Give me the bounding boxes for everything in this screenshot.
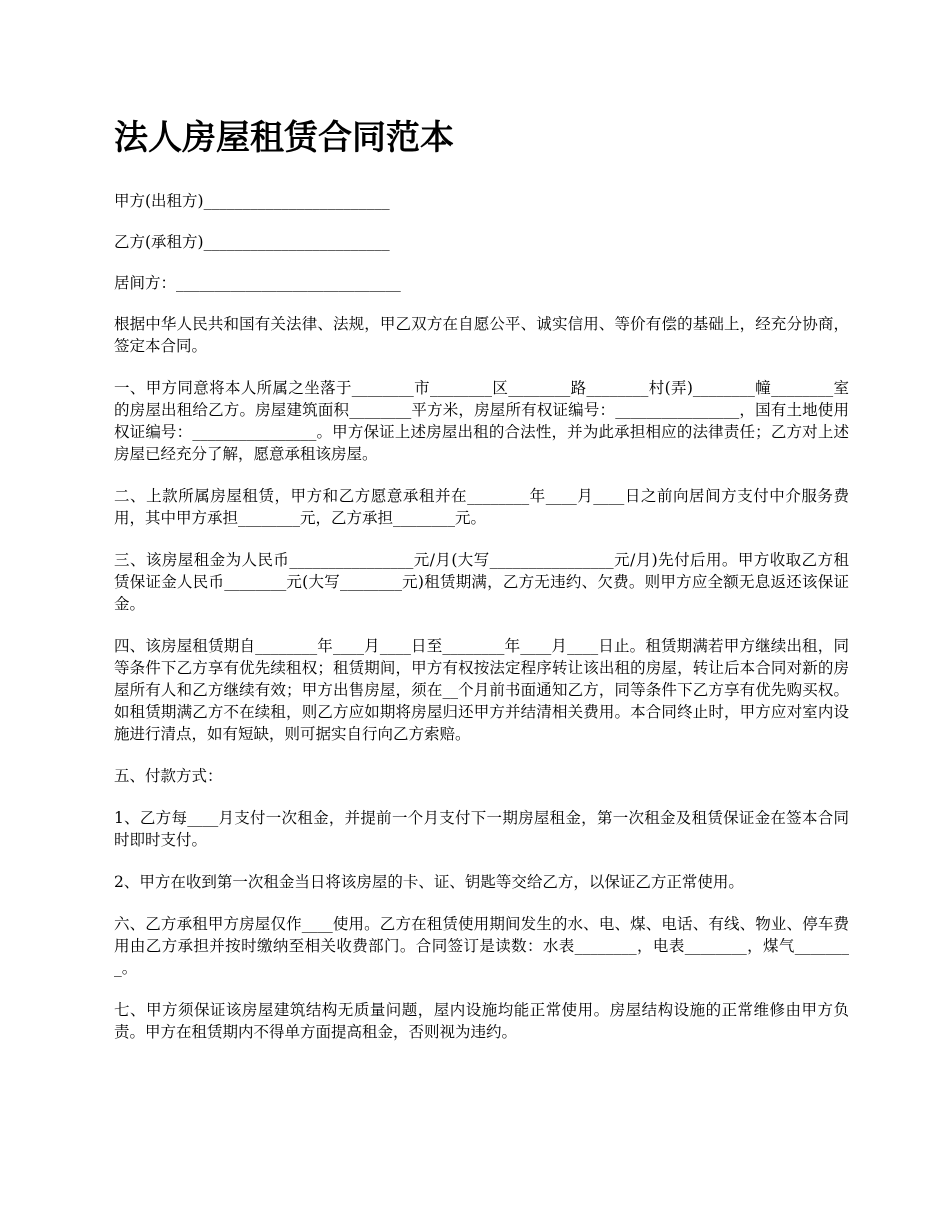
intermediary-line: 居间方：_____________________________ [114,274,401,292]
payment-item-2: 2、甲方在收到第一次租金当日将该房屋的卡、证、钥匙等交给乙方，以保证乙方正常使用。 [114,873,744,891]
clause-1-paragraph: 一、甲方同意将本人所属之坐落于________市________区________路________村(弄)________幢________室的房屋出租给乙方。房屋建筑面积________平方米，房屋所有权证编号：________________，国有土地使用权证编号：________________。甲方保证上述房屋出租的合法性，并为此承担相应的法律责任；乙方对上述房屋已经充分了解，愿意承租该房屋。 [114,379,849,463]
document-page [114,112,849,1063]
clause-6-paragraph: 六、乙方承租甲方房屋仅作____使用。乙方在租赁使用期间发生的水、电、煤、电话、有线、物业、停车费用由乙方承担并按时缴纳至相关收费部门。合同签订是读数：水表________，电表________，煤气________。 [114,915,849,977]
clause-5-heading: 五、付款方式： [114,767,223,785]
party-b-line: 乙方(承租方)________________________ [114,233,390,251]
party-a-line: 甲方(出租方)________________________ [114,192,390,210]
clause-3-paragraph: 三、该房屋租金为人民币________________元/月(大写________________元/月)先付后用。甲方收取乙方租赁保证金人民币________元(大写________元)租赁期满，乙方无违约、欠费。则甲方应全额无息返还该保证金。 [114,551,849,613]
preamble-paragraph: 根据中华人民共和国有关法律、法规，甲乙双方在自愿公平、诚实信用、等价有偿的基础上，经充分协商，签定本合同。 [114,315,849,355]
clause-7-paragraph: 七、甲方须保证该房屋建筑结构无质量问题，屋内设施均能正常使用。房屋结构设施的正常维修由甲方负责。甲方在租赁期内不得单方面提高租金，否则视为违约。 [114,1001,849,1041]
document-title: 法人房屋租赁合同范本 [114,118,454,158]
clause-2-paragraph: 二、上款所属房屋租赁，甲方和乙方愿意承租并在________年____月____日之前向居间方支付中介服务费用，其中甲方承担________元，乙方承担________元。 [114,487,849,527]
payment-item-1: 1、乙方每____月支付一次租金，并提前一个月支付下一期房屋租金，第一次租金及租赁保证金在签本合同时即时支付。 [114,809,849,849]
clause-4-paragraph: 四、该房屋租赁期自________年____月____日至________年____月____日止。租赁期满若甲方继续出租，同等条件下乙方享有优先续租权；租赁期间，甲方有权按法定程序转让该出租的房屋，转让后本合同对新的房屋所有人和乙方继续有效；甲方出售房屋，须在__个月前书面通知乙方，同等条件下乙方享有优先购买权。如租赁期满乙方不在续租，则乙方应如期将房屋归还甲方并结清相关费用。本合同终止时，甲方应对室内设施进行清点，如有短缺，则可据实自行向乙方索赔。 [114,637,849,743]
